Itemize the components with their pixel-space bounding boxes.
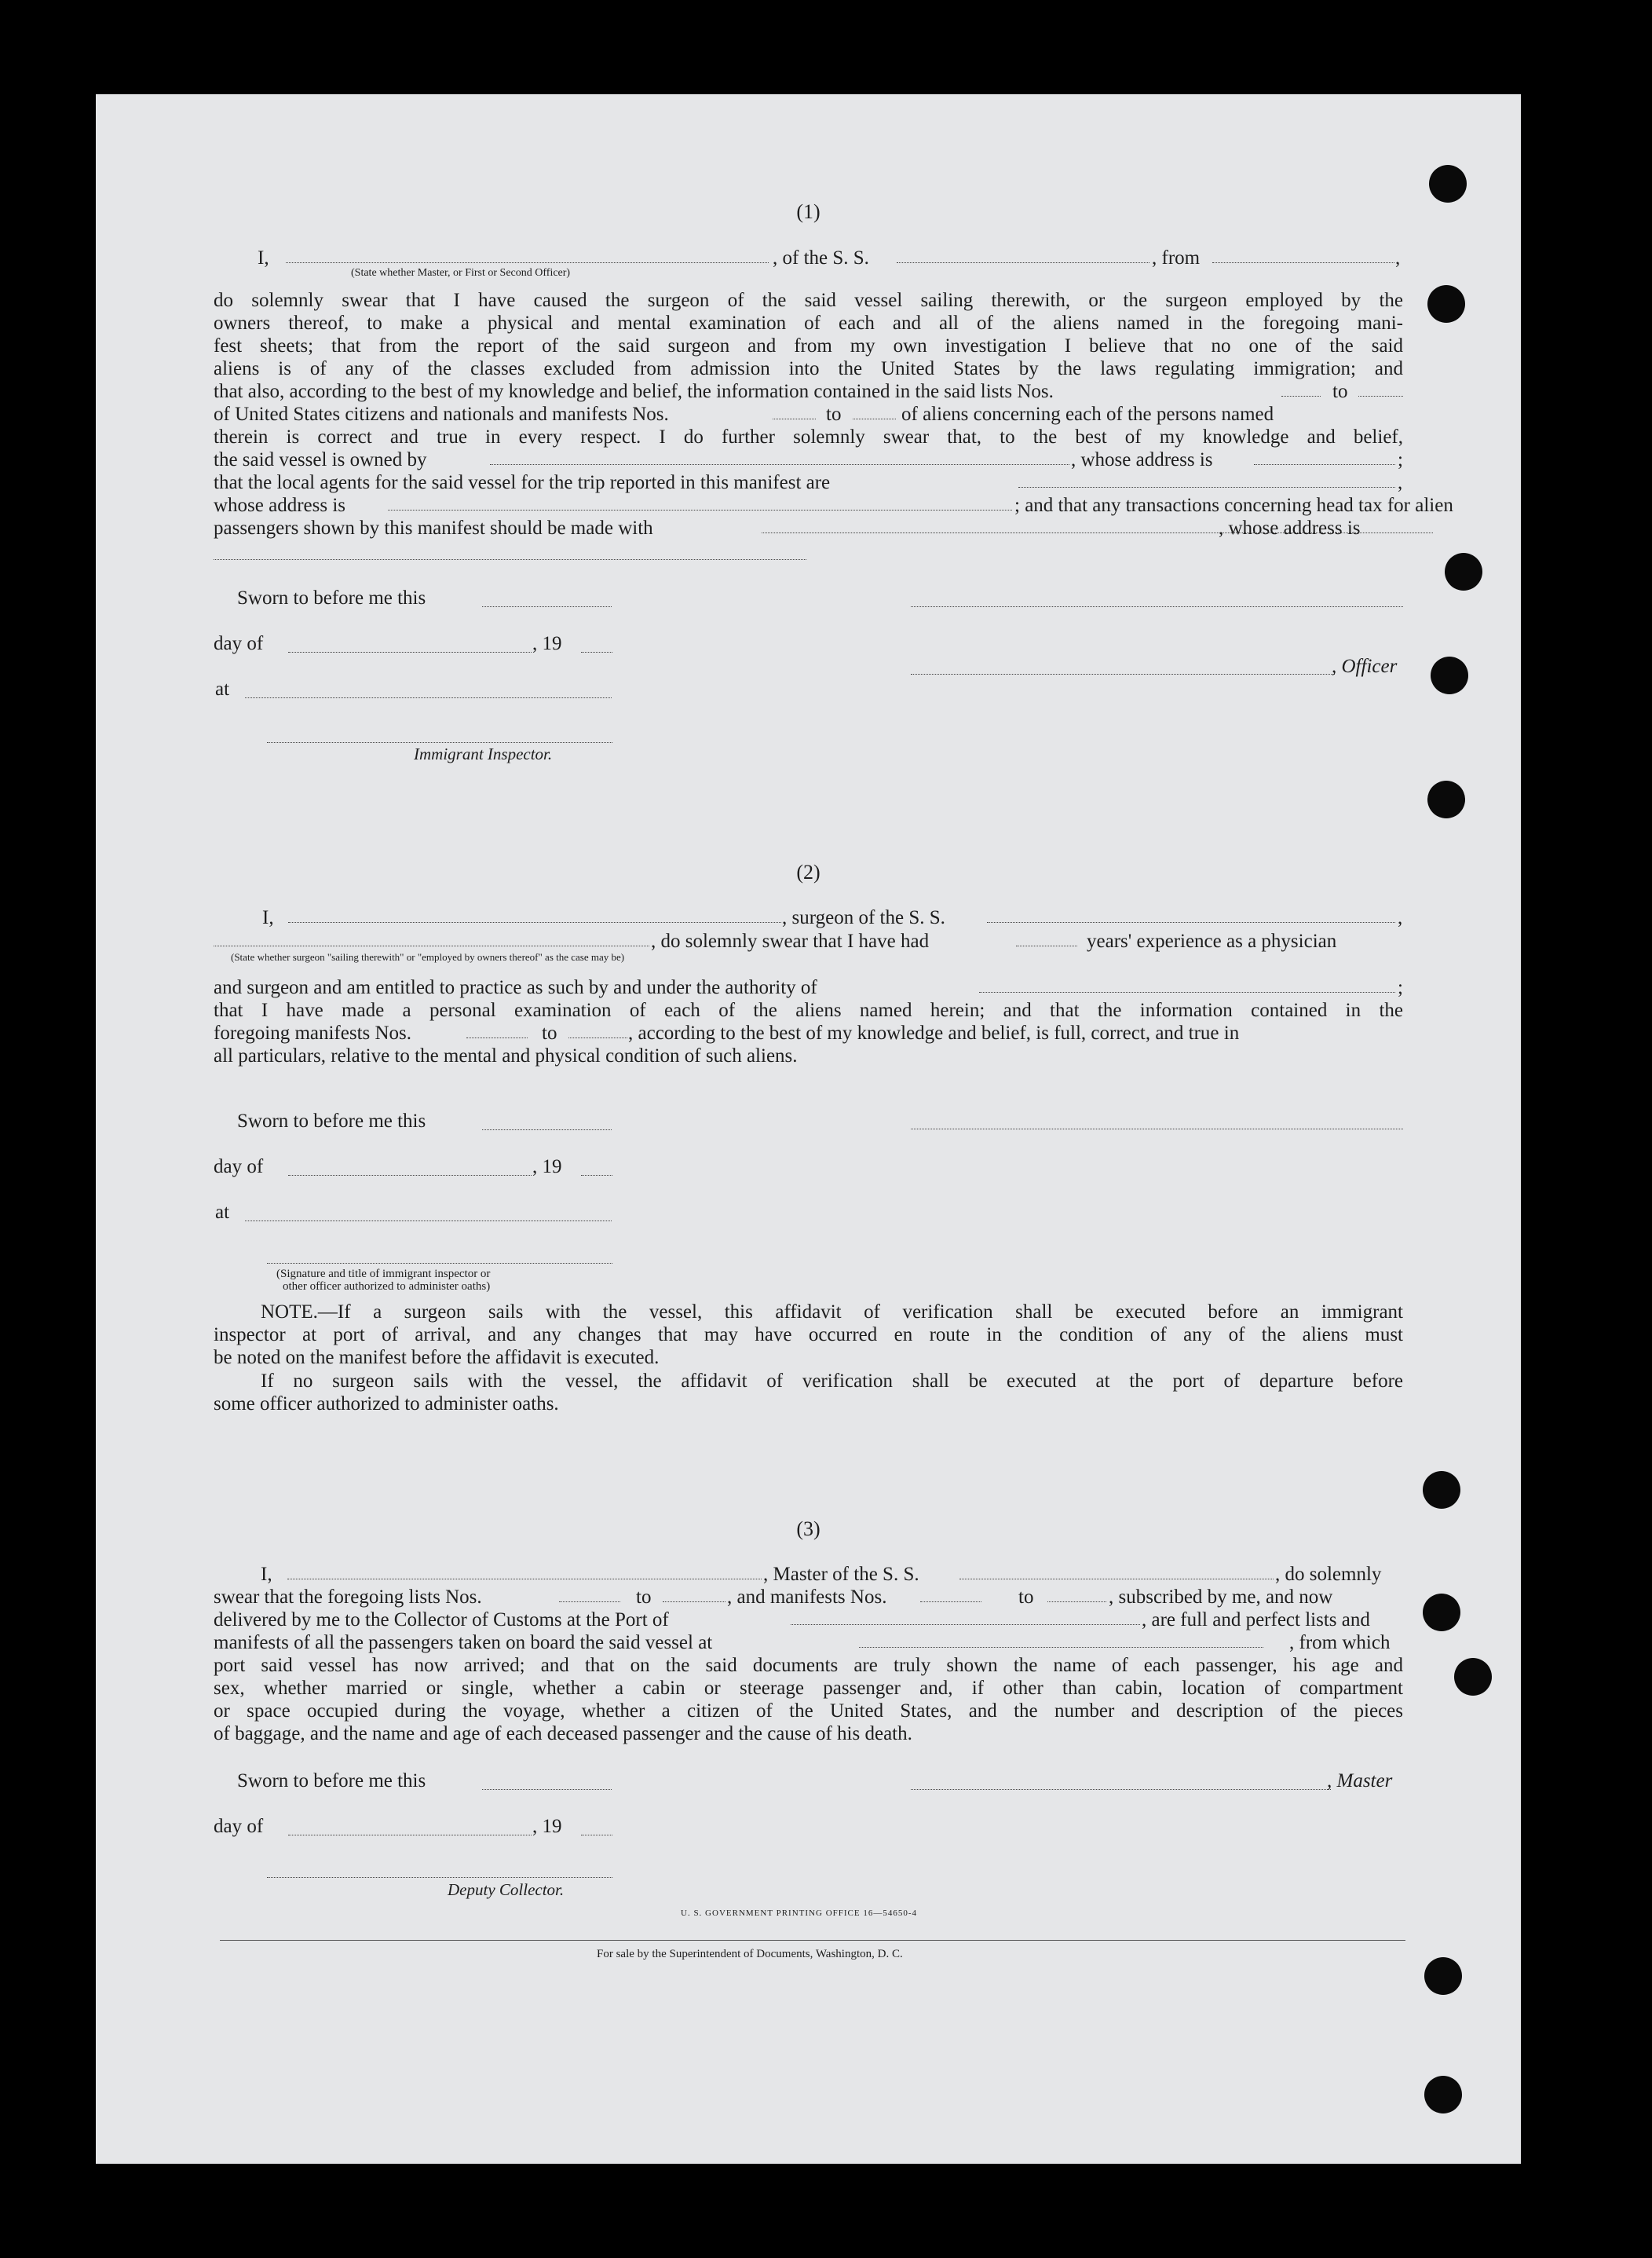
owner-address-field[interactable] — [1254, 448, 1395, 465]
local-agents-field[interactable] — [1018, 471, 1395, 488]
owner-field[interactable] — [490, 448, 1069, 465]
manifest-from-field[interactable] — [920, 1586, 981, 1602]
officer-rank-field[interactable] — [286, 247, 769, 263]
punch-hole — [1424, 2076, 1462, 2113]
list-to-field[interactable] — [1358, 380, 1403, 397]
vessel-name-field[interactable] — [987, 906, 1395, 923]
day-label: day of — [214, 1156, 264, 1177]
field-caption: (State whether surgeon "sailing therewith" or "employed by owners thereof" as the case may be) — [231, 951, 625, 963]
note-line: some officer authorized to administer oaths. — [214, 1393, 559, 1414]
year-field[interactable] — [581, 652, 612, 653]
authority-field[interactable] — [979, 976, 1395, 993]
note-line: If no surgeon sails with the vessel, the affidavit of verification shall be executed at the port of departure before — [261, 1371, 1403, 1392]
day-label: day of — [214, 633, 264, 654]
punch-hole — [1424, 1957, 1462, 1995]
punch-hole — [1454, 1658, 1492, 1696]
port-of-embarkation-field[interactable] — [859, 1631, 1263, 1648]
officer-title-field[interactable] — [911, 674, 1335, 675]
punch-hole — [1429, 165, 1467, 203]
year-label: , 19 — [532, 1816, 562, 1837]
punch-hole — [1427, 781, 1465, 818]
section-number: (2) — [796, 861, 821, 884]
surgeon-status-field[interactable] — [214, 930, 649, 946]
affidavit-line: all particulars, relative to the mental and physical condition of such aliens. — [214, 1045, 798, 1067]
punch-hole — [1445, 553, 1482, 591]
manifest-from-field[interactable] — [773, 403, 816, 419]
sworn-label: Sworn to before me this — [237, 1111, 426, 1132]
year-label: , 19 — [532, 1156, 562, 1177]
master-signature-field[interactable] — [911, 1789, 1331, 1790]
surgeon-name-field[interactable] — [288, 906, 781, 923]
punch-hole — [1431, 657, 1468, 694]
at-place-field[interactable] — [245, 697, 612, 698]
manifest-to-field[interactable] — [853, 403, 896, 419]
day-field[interactable] — [288, 652, 532, 653]
field-caption: (State whether Master, or First or Second Officer) — [351, 267, 571, 279]
affidavit-line: fest sheets; that from the report of the said surgeon and from my own investigation I believe that no one of the said — [214, 335, 1403, 357]
printing-office-mark: U. S. GOVERNMENT PRINTING OFFICE 16—54650-4 — [681, 1909, 918, 1918]
address-continuation-field[interactable] — [214, 559, 806, 560]
affidavit-line: port said vessel has now arrived; and that on the said documents are truly shown the name of each passenger, his age and — [214, 1655, 1403, 1676]
at-place-field[interactable] — [245, 1220, 612, 1221]
port-from-field[interactable] — [1212, 247, 1394, 263]
sworn-label: Sworn to before me this — [237, 587, 426, 609]
collector-signature-field[interactable] — [267, 1877, 612, 1878]
sworn-date-field[interactable] — [482, 1129, 612, 1130]
list-from-field[interactable] — [1281, 380, 1321, 397]
note-line: be noted on the manifest before the affidavit is executed. — [214, 1347, 660, 1368]
year-label: , 19 — [532, 633, 562, 654]
section-number: (1) — [796, 200, 821, 223]
port-of-arrival-field[interactable] — [791, 1608, 1140, 1625]
collector-caption: Deputy Collector. — [448, 1880, 565, 1899]
affidavit-line: aliens is of any of the classes excluded from admission into the United States by the laws regulating immigration; and — [214, 358, 1403, 379]
inspector-caption: Immigrant Inspector. — [414, 745, 553, 763]
list-to-field[interactable] — [663, 1586, 725, 1602]
affidavit-line: that I have made a personal examination of each of the aliens named herein; and that the information contained in the — [214, 1000, 1403, 1021]
at-label: at — [215, 1202, 230, 1223]
affidavit-line: or space occupied during the voyage, whether a citizen of the United States, and the number and description of the pieces — [214, 1700, 1403, 1722]
years-experience-field[interactable] — [1016, 930, 1077, 946]
sworn-date-field[interactable] — [482, 606, 612, 607]
inspector-signature-field[interactable] — [267, 1263, 612, 1264]
punch-hole — [1423, 1594, 1460, 1631]
agent-address-field[interactable] — [388, 494, 1012, 511]
manifest-to-field[interactable] — [1047, 1586, 1106, 1602]
sale-notice: For sale by the Superintendent of Documents, Washington, D. C. — [597, 1948, 903, 1960]
manifest-from-field[interactable] — [466, 1022, 528, 1038]
affidavit-line: do solemnly swear that I have caused the surgeon of the said vessel sailing therewith, or the surgeon employed by the — [214, 290, 1403, 311]
manifest-to-field[interactable] — [568, 1022, 627, 1038]
punch-hole — [1423, 1471, 1460, 1509]
master-name-field[interactable] — [287, 1563, 762, 1579]
year-field[interactable] — [581, 1175, 612, 1176]
vessel-name-field[interactable] — [959, 1563, 1274, 1579]
note-line: inspector at port of arrival, and any changes that may have occurred en route in the condition of any of the aliens must — [214, 1324, 1403, 1345]
day-field[interactable] — [288, 1175, 532, 1176]
master-caption: , Master — [1327, 1770, 1393, 1791]
officer-signature-field[interactable] — [911, 606, 1403, 607]
sworn-date-field[interactable] — [482, 1789, 612, 1790]
section-number: (3) — [796, 1517, 821, 1540]
at-label: at — [215, 679, 230, 700]
affidavit-line: sex, whether married or single, whether a cabin or steerage passenger and, if other than cabin, location of compartment — [214, 1678, 1403, 1699]
list-from-field[interactable] — [559, 1586, 620, 1602]
affidavit-line: owners thereof, to make a physical and mental examination of each and all of the aliens named in the foregoing mani- — [214, 313, 1403, 334]
signature-caption: (Signature and title of immigrant inspector or — [276, 1268, 491, 1280]
day-label: day of — [214, 1816, 264, 1837]
punch-hole — [1427, 285, 1465, 323]
note-line: NOTE.—If a surgeon sails with the vessel, this affidavit of verification shall be executed before an immigrant — [261, 1301, 1403, 1323]
inspector-signature-field[interactable] — [267, 742, 612, 743]
footer-rule — [220, 1940, 1405, 1941]
affidavit-line: therein is correct and true in every respect. I do further solemnly swear that, to the best of my knowledge and belief, — [214, 426, 1403, 448]
affidavit-line: of baggage, and the name and age of each deceased passenger and the cause of his death. — [214, 1723, 912, 1744]
sworn-label: Sworn to before me this — [237, 1770, 426, 1791]
officer-caption: , Officer — [1332, 656, 1398, 677]
vessel-name-field[interactable] — [897, 247, 1149, 263]
signature-caption: other officer authorized to administer oaths) — [283, 1280, 491, 1293]
